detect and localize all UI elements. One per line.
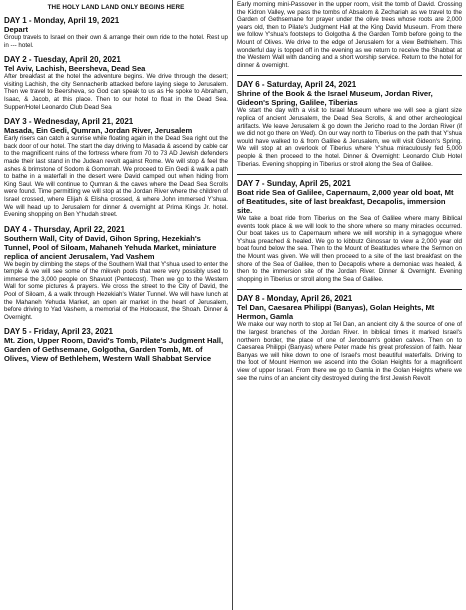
day-body: We begin by climbing the steps of the Southern Wall that Y'shua used to enter the temple & we will see some of the mikveh pools that were very possibly used to immerse the 3,000 people on Shavuot (Pentecost). Then we go to the Western Wall for some pictures & prayers. We cross the street to the City of David, the Pool of Siloam, & a walk through Hezekiah's Water Tunnel. We will have lunch at the Mahaneh Yehuda Market, an open air market in the heart of Jerusalem, before driving to Yad Vashem, a memorial of the Holocaust, the Shoah. Dinner & Overnight.	[4, 260, 228, 321]
day-body: Early risers can catch a sunrise while floating again in the Dead Sea right out the back door of our hotel. The start the day driving to Masada & ascend by cable car to the magnificent ruins of the fortress where from 70 to 73 AD Jewish defenders made their last stand in the Judean revolt against Rome. We will stop & feel the ashes & brimstone of Sodom & Gomorrah. We proceed to Ein Gedi & walk a path to bathe in a waterfall in the desert were David camped out when hiding from King Saul. We will continue to Qumran & the caves where the Dead Sea Scrolls were found. Time permitting we will stop at the Jordan River where the children of Israel crossed, where Elijah & Elisha crossed, & where John immersed Y'shua. We will head up to Jerusalem for dinner & overnight at Prima Kings Jr. hotel. Evening shopping on Ben Y'hudah street.	[4, 135, 228, 219]
day-body: We make our way north to stop at Tel Dan, an ancient city & the source of one of the largest branches of the Jordan River. In biblical times it marked Israel's northern border, the place of one of Jeroboam's golden calves. Then on to Caesarea Philippi (Banyas) where Peter made his great profession of faith. Near Banyas we will hike down to one of Israel's most beautiful waterfalls. Driving to the foot of Mount Hermon we ascend into the Golan Heights for a magnificent view of upper Israel. From there we go to Gamla in the Golan Heights where we see the ruins of an ancient city destroyed during the first Jewish Revolt	[237, 321, 462, 382]
day-body: After breakfast at the hotel the adventure begins. We drive through the desert; visiting Lachish, the city Sennacherib attacked before laying siege to Jerusalem. Then we travel to Beersheva, so God can speak to us as He spoke to Abraham, Isaac, & Jacob, at this place. Then to our hotel to float in the Dead Sea. Supper/Hotel Leonardo Club Dead Sea	[4, 73, 228, 111]
day-7-section	[237, 179, 462, 283]
day-subtitle: Mt. Zion, Upper Room, David's Tomb, Pilate's Judgment Hall, Garden of Gethsemane, Golgotha, Garden Tomb, Mt. of Olives, View of Bethlehem, Western Wall Shabbat Service	[4, 336, 224, 364]
day-subtitle: Boat ride Sea of Galilee, Capernaum, 2,000 year old boat, Mt of Beatitudes, site of last breakfast, Decapolis, immersion site.	[237, 188, 454, 216]
day-subtitle: Depart	[4, 25, 29, 34]
section-divider	[237, 289, 462, 290]
day-4-section	[4, 225, 228, 322]
day-title: DAY 8 - Monday, April 26, 2021	[237, 294, 353, 304]
day-body: We start the day with a visit to Israel Museum where we will see a giant size replica of ancient Jerusalem, the Dead Sea Scrolls, & and other archeological artifacts. We leave Jerusalem & go down the Jericho road to the Jordan River (if we did not go there on Wed). On our way north to Tiberius on the path that Y'shua would have walked to & from Galilee & Jerusalem, we will visit Gideon's Spring. We will stop at an overlook of Tiberius where Y'shua miraculously fed 5,000 people & then proceed to the hotel. Dinner & Overnight: Leonardo Club Hotel Tiberias. Evening shopping in Tiberius or stroll along the Sea of Galilee.	[237, 107, 462, 168]
day-1-section	[4, 16, 228, 49]
day-title: DAY 1 - Monday, April 19, 2021	[4, 16, 120, 25]
day-title: DAY 3 - Wednesday, April 21, 2021	[4, 117, 134, 127]
day-body: Early morning mini-Passover in the upper room, visit the tomb of David. Crossing the Kidron Valley, we pass the tombs of Absalom & Zechariah as we travel to the Garden of Gethsemane for prayer under the olive trees whose roots are 2,000 years old, then to Pilate's Judgment Hall at the King David Museum. From there we follow Y'shua's footsteps to Golgotha & the Garden Tomb before going to the Mount of Olives. We drive to the edge of Jerusalem for a view Bethlehem. This wonderful day is topped off in the evening as we return to receive the Shabbat at the Western Wall with dancing and a short worship service. Return to the hotel for dinner & overnight.	[237, 1, 462, 69]
day-body: Group travels to Israel on their own & arrange their own ride to the hotel. Rest up in --- hotel.	[4, 34, 228, 49]
day-subtitle: Tel Aviv, Lachish, Beersheva, Dead Sea	[4, 64, 146, 74]
section-divider	[237, 174, 462, 175]
day-subtitle: Tel Dan, Caesarea Philippi (Banyas), Golan Heights, Mt Hermon, Gamla	[237, 303, 435, 322]
right-column	[233, 0, 464, 610]
day-title: DAY 6 - Saturday, April 24, 2021	[237, 80, 357, 90]
day-6-section	[237, 80, 462, 168]
left-column	[2, 0, 233, 610]
section-divider	[237, 75, 462, 76]
day-subtitle: Masada, Ein Gedi, Qumran, Jordan River, Jerusalem	[4, 126, 193, 136]
two-column-layout	[2, 0, 464, 610]
day-body: We take a boat ride from Tiberius on the Sea of Galilee where many Biblical events took place & we will look to the shore where so many miracles occurred. Our boat takes us to Capernaum where we will worship in a synagogue where Y'shua preached & healed. We go to kibbutz Ginossar to view a 2,000 year old boat found below the sea. Then to the Mount of Beatitudes where the Sermon on the Mount was given. We will then proceed to a site of the last breakfast on the shore of the Sea of Galilee, then to Decapolis where a demoniac was healed, & then to the immersion site of the Jordan River. Dinner & Overnight. Evening shopping in Tiberius or stroll along the Sea of Galilee.	[237, 215, 462, 283]
day-title: DAY 5 - Friday, April 23, 2021	[4, 327, 113, 337]
day-2-section	[4, 55, 228, 111]
day-subtitle: Shrine of the Book & the Israel Museum, Jordan River, Gideon's Spring, Galilee, Tiberias	[237, 89, 433, 108]
day-8-section	[237, 294, 462, 382]
day-title: DAY 2 - Tuesday, April 20, 2021	[4, 55, 121, 65]
day-3-section	[4, 117, 228, 219]
day-5-continued-section	[237, 1, 462, 69]
day-subtitle: Southern Wall, City of David, Gihon Spring, Hezekiah's Tunnel, Pool of Siloam, Mahaneh Yehuda Market, miniature replica of ancient Jerusalem, Yad Vashem	[4, 233, 217, 261]
day-5-section	[4, 327, 228, 363]
day-title: DAY 4 - Thursday, April 22, 2021	[4, 224, 125, 234]
page-banner: THE HOLY LAND LAND ONLY BEGINS HERE	[47, 4, 185, 11]
day-title: DAY 7 - Sunday, April 25, 2021	[237, 179, 351, 189]
